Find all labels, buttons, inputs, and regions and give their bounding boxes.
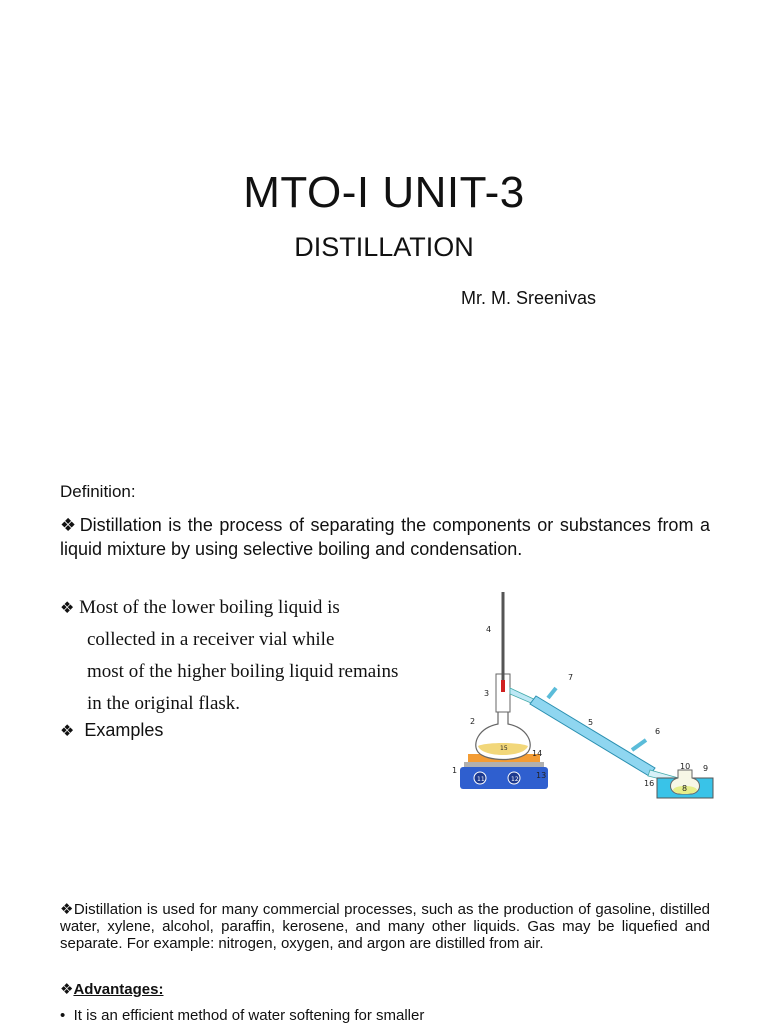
boiling-points-list <box>60 592 470 720</box>
advantages-label: Advantages: <box>73 981 164 998</box>
diagram-label: 8 <box>682 784 688 793</box>
definition-label: Definition: <box>60 482 136 501</box>
distillation-apparatus-diagram <box>450 592 722 800</box>
diagram-label: 15 <box>500 745 508 752</box>
applications-slide <box>0 874 768 1024</box>
diagram-label: 2 <box>470 717 476 726</box>
definition-text: Distillation is the process of separating the components or substances from a liquid mixture by using selective boiling and condensation. <box>60 515 710 559</box>
diagram-label: 3 <box>484 689 490 698</box>
diamond-bullet-icon: ❖ <box>60 515 78 535</box>
list-item: ❖ Most of the lower boiling liquid is <box>60 597 340 618</box>
diamond-bullet-icon: ❖ <box>60 901 74 918</box>
condenser <box>530 696 655 776</box>
usage-text: Distillation is used for many commercial processes, such as the production of gasoline, distilled water, xylene, alcohol, paraffin, kerosene, and many other liquids. Gas may be liquefied and separate. For example: nitrogen, oxygen, and argon are distilled from air. <box>60 901 711 952</box>
list-item: most of the higher boiling liquid remains <box>87 661 399 682</box>
advantages-heading <box>60 980 163 998</box>
list-item: collected in a receiver vial while <box>87 629 335 650</box>
diagram-label: 6 <box>655 727 661 736</box>
diagram-label: 16 <box>644 779 655 788</box>
heater-base <box>460 767 548 789</box>
usage-paragraph <box>60 901 710 952</box>
diagram-label: 7 <box>568 673 574 682</box>
diamond-bullet-icon: ❖ <box>60 723 75 740</box>
examples-label: Examples <box>84 720 164 740</box>
diagram-label: 10 <box>680 762 691 771</box>
diagram-label: 9 <box>703 764 709 773</box>
diamond-bullet-icon: ❖ <box>60 981 74 998</box>
diagram-label: 13 <box>536 771 547 780</box>
definition-paragraph <box>60 513 710 561</box>
diagram-label: 1 <box>452 766 458 775</box>
diagram-label: 12 <box>511 776 519 783</box>
list-item: in the original flask. <box>87 693 241 714</box>
diagram-label: 4 <box>486 625 492 634</box>
slide-title: MTO-I UNIT-3 <box>243 168 525 217</box>
title-slide <box>0 0 768 442</box>
diagram-label: 11 <box>477 776 485 783</box>
advantage-item: • It is an efficient method of water softening for smaller <box>60 1007 425 1024</box>
definition-slide <box>0 442 768 874</box>
diagram-label: 5 <box>588 718 594 727</box>
bullet-dot-icon: • <box>60 1007 66 1024</box>
slide-subtitle: DISTILLATION <box>294 232 474 262</box>
diamond-bullet-icon: ❖ <box>60 598 75 617</box>
examples-item <box>60 720 163 741</box>
diagram-label: 14 <box>532 749 543 758</box>
author-name: Mr. M. Sreenivas <box>461 288 597 308</box>
